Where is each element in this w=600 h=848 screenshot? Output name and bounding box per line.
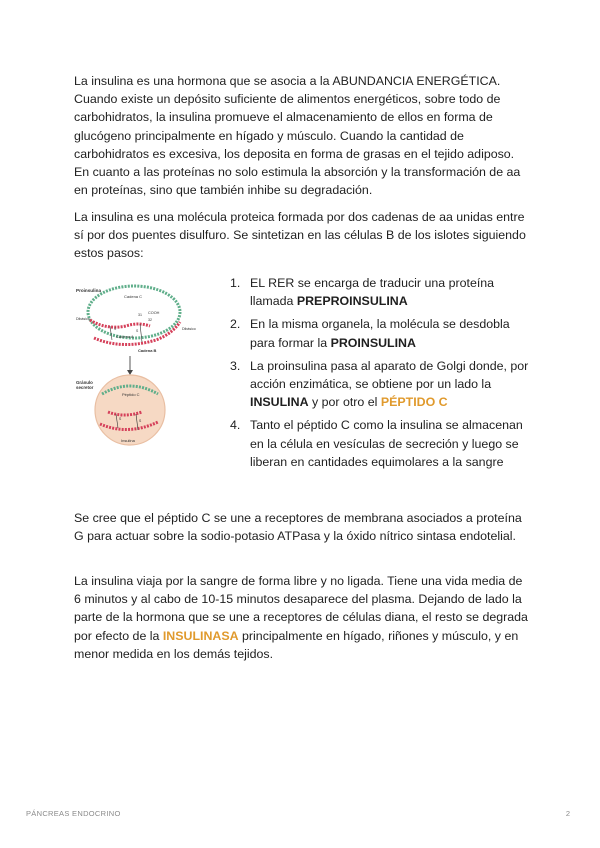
label-secretor: secretor bbox=[76, 385, 94, 390]
step-1: 1. EL RER se encarga de traducir una proteína llamada PREPROINSULINA bbox=[230, 276, 495, 309]
insulin-degradation-paragraph: La insulina viaja por la sangre de forma libre y no ligada. Tiene una vida media de 6 minutos y al cabo de 10-15 minutos desaparece del plasma. Dejando de lado la parte de la hormona que se une a receptores de células diana, el resto se degrada por efecto de la INSULINASA principalmente en hígado, riñones y músculo, y en menor medida en los demás tejidos. bbox=[74, 574, 528, 661]
structure-paragraph: La insulina es una molécula proteica formada por dos cadenas de aa unidas entre sí por dos puentes disulfuro. Se sintetizan en las células B de los islotes siguiendo estos pasos: bbox=[74, 210, 526, 261]
label-granulo: Gránulo bbox=[76, 380, 93, 385]
label-dibasico-left: Dibásico bbox=[76, 317, 90, 321]
label-32: 32 bbox=[148, 318, 152, 322]
proinsulin-diagram bbox=[76, 282, 212, 448]
label-cadena-a: Cadena A bbox=[116, 334, 134, 339]
synthesis-steps-list bbox=[230, 274, 530, 476]
label-cadena-b: Cadena B bbox=[138, 348, 157, 353]
label-s3: S bbox=[119, 417, 122, 421]
label-insulina: Insulina bbox=[121, 438, 135, 443]
peptide-c-highlight: PÉPTIDO C bbox=[380, 395, 448, 410]
step-2: 2. En la misma organela, la molécula se desdobla para formar la PROINSULINA bbox=[230, 317, 510, 350]
footer-title: PÁNCREAS ENDOCRINO bbox=[26, 809, 121, 818]
label-s4: S bbox=[139, 419, 142, 423]
peptide-c-paragraph: Se cree que el péptido C se une a receptores de membrana asociados a proteína G para actuar sobre la sodio-potasio ATPasa y la óxido nítrico sintasa endotelial. bbox=[74, 511, 522, 544]
insulinasa-highlight: INSULINASA bbox=[162, 628, 239, 643]
proinsulin-a-chain bbox=[90, 320, 150, 327]
step-3: 3. La proinsulina pasa al aparato de Golgi donde, por acción enzimática, se obtiene por un lado la INSULINA y por otro el PÉPTIDO C bbox=[230, 358, 529, 410]
intro-paragraph: La insulina es una hormona que se asocia a la ABUNDANCIA ENERGÉTICA. Cuando existe un depósito suficiente de alimentos energéticos, sobre todo de carbohidratos, la insulina promueve el almacenamiento de ellos en forma de glucógeno principalmente en hígado y músculo. Cuando la cantidad de carbohidratos es excesiva, los deposita en forma de grasas en el tejido adiposo. En cuanto a las proteínas no solo estimula la absorción y la transformación de aa en proteínas, sino que también inhibe su degradación. bbox=[74, 74, 521, 198]
label-cooh: COOH bbox=[148, 311, 160, 315]
label-31: 31 bbox=[138, 313, 142, 317]
label-dibasico-right: Dibásico bbox=[182, 327, 196, 331]
label-s1: S bbox=[114, 327, 117, 331]
page-number: 2 bbox=[565, 809, 570, 818]
label-s2: S bbox=[136, 329, 139, 333]
label-cadena-c: Cadena C bbox=[124, 294, 143, 299]
label-peptido-c: Péptido C bbox=[122, 392, 140, 397]
label-proinsulina: Proinsulina bbox=[76, 288, 102, 293]
step-4: 4. Tanto el péptido C como la insulina se almacenan en la célula en vesículas de secreción y luego se liberan en cantidades equimolares a la sangre bbox=[230, 418, 523, 469]
